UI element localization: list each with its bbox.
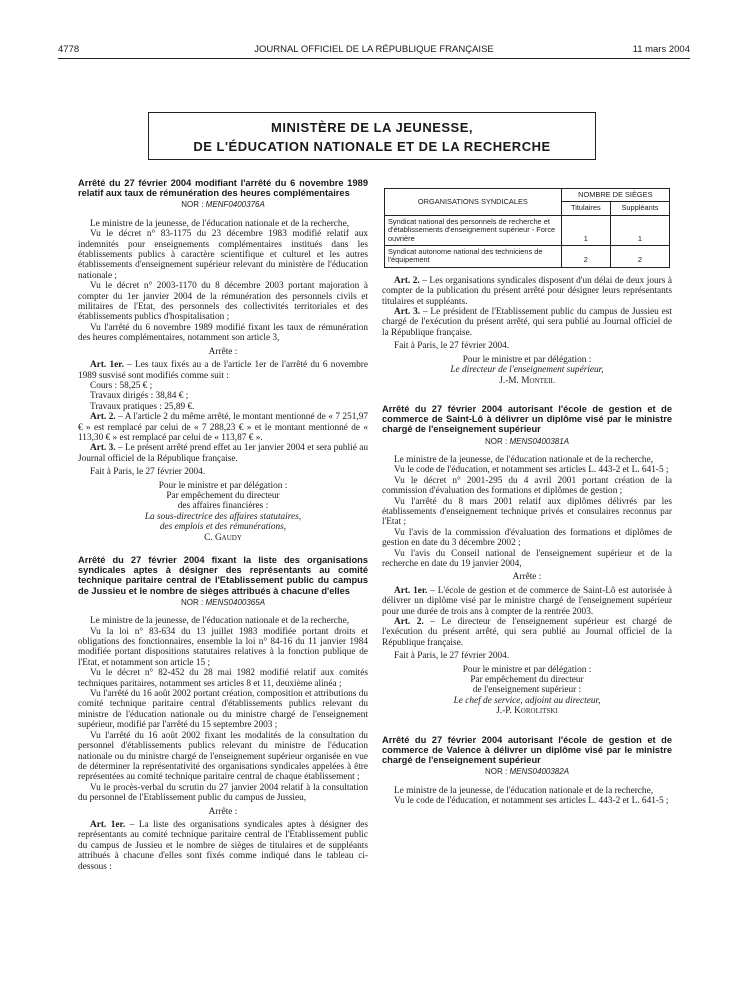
- table-header-organisations: ORGANISATIONS SYNDICALES: [385, 189, 562, 216]
- page-header: [58, 42, 690, 59]
- article-1: Art. 1er. – L'école de gestion et de commerce de Saint-Lô est autorisée à délivrer un diplôme visé par le ministre chargé de l'enseignement supérieur pour une durée de trois ans à compter de la rentrée 2003.: [382, 585, 672, 617]
- decree-valence: [382, 735, 672, 807]
- nor-reference: NOR : MENS0400365A: [180, 597, 266, 607]
- table-header-titulaires: Titulaires: [561, 202, 610, 215]
- paragraph: Vu le décret n° 2001-295 du 4 avril 2001 portant création de la commission d'évaluation des formations et diplômes de gestion ;: [382, 475, 672, 497]
- journal-title: JOURNAL OFFICIEL DE LA RÉPUBLIQUE FRANÇAISE: [254, 44, 494, 55]
- signature-block: Pour le ministre et par délégation : Par empêchement du directeur des affaires financières : La sous-directrice des affaires statutaires, des emplois et des rémunérations, C. Gaudy: [144, 480, 302, 543]
- paragraph: Vu le décret n° 2003-1170 du 8 décembre 2003 portant majoration à compter du 1er janvier 2004 de la rémunération des personnels civils et militaires de l'Etat, des personnels des collectivités territoriales et des établissements publics d'hospitalisation ;: [78, 281, 368, 323]
- decree-title: Arrêté du 27 février 2004 autorisant l'école de gestion et de commerce de Saint-Lô à délivrer un diplôme visé par le ministre chargé de l'enseignement supérieur: [382, 403, 672, 435]
- ministry-heading-box: [148, 112, 596, 160]
- table-row: Syndicat national des personnels de recherche et d'établissements d'enseignement supérieur - Force ouvrière 1 1: [385, 215, 670, 245]
- table-header-seats: NOMBRE DE SIÈGES: [561, 189, 669, 202]
- paragraph: Vu le décret n° 83-1175 du 23 décembre 1983 modifié relatif aux indemnités pour enseignements complémentaires institués dans les établissements publics à caractère scientifique et culturel et les autres établissements d'enseignement supérieur relevant du ministère de l'éducation nationale ;: [78, 229, 368, 281]
- article-3: Art. 3. – Le présent arrêté prend effet au 1er janvier 2004 et sera publié au Journal officiel de la République française.: [78, 443, 368, 464]
- paragraph: Vu l'arrêté du 6 novembre 1989 modifié fixant les taux de rémunération des heures complémentaires, notamment son article 3,: [78, 322, 368, 344]
- paragraph: Vu l'avis du Conseil national de l'enseignement supérieur et de la recherche en date du 19 janvier 2004,: [382, 548, 672, 569]
- done-at: Fait à Paris, le 27 février 2004.: [394, 341, 510, 352]
- paragraph: Le ministre de la jeunesse, de l'éducation nationale et de la recherche,: [394, 454, 654, 465]
- nor-reference: NOR : MENS0400382A: [484, 767, 570, 777]
- seats-table: [384, 188, 670, 268]
- decree-jussieu-syndicats: [78, 555, 368, 872]
- left-column: [78, 178, 368, 872]
- page-number: 4778: [58, 44, 80, 55]
- rate-item: Travaux dirigés : 38,84 € ;: [90, 391, 189, 402]
- paragraph: Vu le code de l'éducation, et notamment ses articles L. 443-2 et L. 641-5 ;: [394, 465, 669, 476]
- paragraph: Le ministre de la jeunesse, de l'éducation nationale et de la recherche,: [90, 616, 350, 627]
- done-at: Fait à Paris, le 27 février 2004.: [90, 467, 206, 478]
- article-2: Art. 2. – Le directeur de l'enseignement supérieur est chargé de l'exécution du présent arrêté, qui sera publié au Journal officiel de la République française.: [382, 617, 672, 648]
- rate-item: Travaux pratiques : 25,89 €.: [90, 401, 195, 412]
- article-1: Art. 1er. – Les taux fixés au a de l'article 1er de l'arrêté du 6 novembre 1989 susvisé sont modifiés comme suit :: [78, 360, 368, 381]
- decree-title: Arrêté du 27 février 2004 fixant la liste des organisations syndicales aptes à désigner des représentants au comité technique paritaire central de l'Etablissement public du campus de Jussieu et le nombre de sièges attribués à chacune d'elles: [78, 555, 368, 596]
- article-2: Art. 2. – A l'article 2 du même arrêté, le montant mentionné de « 7 251,97 € » est remplacé par celui de « 7 288,23 € » et le montant mentionné de « 113,30 € » est remplacé par celui de « 113,87 € ».: [78, 412, 368, 443]
- paragraph: Vu l'avis de la commission d'évaluation des formations et diplômes de gestion en date du 3 décembre 2002 ;: [382, 527, 672, 549]
- issue-date: 11 mars 2004: [632, 44, 690, 55]
- article-3: Art. 3. – Le président de l'Etablissement public du campus de Jussieu est chargé de l'exécution du présent arrêté, qui sera publié au Journal officiel de la République française.: [382, 307, 673, 338]
- table-header-suppleants: Suppléants: [610, 202, 669, 215]
- paragraph: Le ministre de la jeunesse, de l'éducation nationale et de la recherche,: [394, 785, 654, 796]
- paragraph: Vu le décret n° 82-452 du 28 mai 1982 modifié relatif aux comités techniques paritaires, notamment ses articles 8 et 11, deuxième alinéa ;: [78, 668, 368, 689]
- decree-title: Arrêté du 27 février 2004 modifiant l'arrêté du 6 novembre 1989 relatif aux taux de rémunération des heures complémentaires: [78, 178, 368, 199]
- arrete-label: Arrête :: [208, 346, 238, 357]
- nor-reference: NOR : MENS0400381A: [484, 436, 570, 446]
- decree-saint-lo: [382, 404, 672, 717]
- paragraph: Vu l'arrêté du 8 mars 2001 relatif aux diplômes délivrés par les établissements d'enseignement technique privés et consulaires reconnus par l'Etat ;: [382, 496, 672, 528]
- done-at: Fait à Paris, le 27 février 2004.: [394, 651, 510, 662]
- paragraph: Vu la loi n° 83-634 du 13 juillet 1983 modifiée portant droits et obligations des fonctionnaires, ensemble la loi n° 84-16 du 11 janvier 1984 modifiée portant dispositions statutaires relatives à la fonction publique de l'Etat, et notamment son article 15 ;: [78, 626, 368, 668]
- signature-block: Pour le ministre et par délégation : Le directeur de l'enseignement supérieur, J.-M. Monteil: [450, 354, 604, 386]
- paragraph: Vu le code de l'éducation, et notamment ses articles L. 443-2 et L. 641-5 ;: [394, 796, 669, 807]
- rate-item: Cours : 58,25 € ;: [90, 380, 153, 391]
- article-2: Art. 2. – Les organisations syndicales disposent d'un délai de deux jours à compter de la publication du présent arrêté pour désigner leurs représentants titulaires et suppléants.: [382, 275, 672, 307]
- ministry-heading-line1: MINISTÈRE DE LA JEUNESSE,: [271, 120, 473, 135]
- signature-block: Pour le ministre et par délégation : Par empêchement du directeur de l'enseignement supérieur : Le chef de service, adjoint au directeur, J.-P. Korolitski: [453, 664, 601, 717]
- decree-title: Arrêté du 27 février 2004 autorisant l'école de gestion et de commerce de Valence à délivrer un diplôme visé par le ministre chargé de l'enseignement supérieur: [382, 734, 672, 766]
- ministry-heading-line2: DE L'ÉDUCATION NATIONALE ET DE LA RECHERCHE: [193, 139, 551, 154]
- paragraph: Le ministre de la jeunesse, de l'éducation nationale et de la recherche,: [90, 218, 350, 229]
- arrete-label: Arrête :: [512, 572, 542, 583]
- paragraph: Vu l'arrêté du 16 août 2002 fixant les modalités de la consultation du personnel d'établissements publics relevant du ministre de l'éducation nationale ou du ministre chargé de l'enseignement supérieur organisée en vue de déterminer la représentativité des organisations syndicales appelées à être représentées au comité technique paritaire central de chaque établissement ;: [78, 730, 368, 783]
- right-column: [382, 178, 672, 807]
- article-1: Art. 1er. – La liste des organisations syndicales aptes à désigner des représentants au comité technique paritaire central de l'Etablissement public du campus de Jussieu et le nombre de sièges de titulaires et de suppléants attribués à chacune d'elles sont fixés comme indiqué dans le tableau ci-dessous :: [78, 819, 368, 872]
- paragraph: Vu l'arrêté du 16 août 2002 portant création, composition et attributions du comité technique paritaire central d'établissements publics relevant du ministre de l'éducation nationale ou du ministre chargé de l'enseignement supérieur, modifié par l'arrêté du 15 septembre 2003 ;: [78, 689, 368, 731]
- arrete-label: Arrête :: [208, 806, 238, 817]
- nor-reference: NOR : MENF0400376A: [181, 200, 265, 210]
- table-row: Syndicat autonome national des techniciens de l'équipement 2 2: [385, 246, 670, 268]
- paragraph: Vu le procès-verbal du scrutin du 27 janvier 2004 relatif à la consultation du personnel de l'Etablissement public du campus de Jussieu,: [78, 782, 368, 804]
- decree-heures-complementaires: [78, 178, 368, 543]
